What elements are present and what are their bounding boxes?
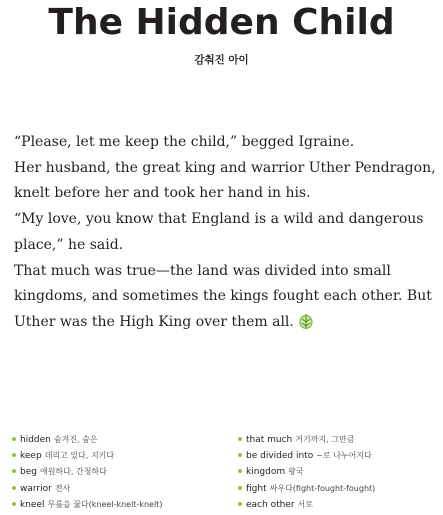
vocab-meaning: ~로 나누어지다 [316,451,372,461]
story-line: “Please, let me keep the child,” begged Igraine. [14,134,355,150]
vocab-item [238,432,375,448]
story-line: Uther was the High King over them all. [14,313,294,330]
vocab-meaning: 숨겨진, 숨은 [53,435,98,444]
bullet-icon [238,486,242,490]
vocab-word: be divided into [246,451,314,462]
vocab-meaning: 싸우다(fight-fought-fought) [269,483,376,493]
vocab-meaning: 무릎을 꿇다(kneel-knelt-knelt) [47,499,163,509]
story-text [14,130,434,339]
page-subtitle: 감춰진 아이 [194,54,249,66]
story-line: “My love, you know that England is a wild and dangerous [14,211,424,228]
story-line: That much was true—the land was divided into small [14,262,391,279]
vocabulary-list-right [238,432,375,513]
story-line: Her husband, the great king and warrior Uther Pendragon, [14,159,436,176]
vocab-word: keep [20,451,42,462]
vocab-meaning: 왕국 [288,467,304,477]
leaf-ornament-icon [298,313,314,339]
vocab-word: hidden [20,435,51,445]
page-title: The Hidden Child [48,2,395,43]
bullet-icon [12,486,16,490]
vocab-item [12,448,162,464]
vocab-item [238,464,375,480]
story-line-last [14,310,434,339]
vocab-meaning: 거기까지, 그만큼 [295,435,355,444]
vocab-meaning: 애원하다, 간청하다 [39,467,107,477]
story-line: kingdoms, and sometimes the kings fought each other. But [14,288,432,305]
vocab-item [12,432,162,448]
bullet-icon [12,469,16,473]
vocab-word: beg [20,467,37,478]
vocab-word: warrior [20,483,52,494]
vocab-item [12,464,162,480]
bullet-icon [12,437,16,441]
vocab-word: each other [246,499,295,510]
vocab-meaning: 데리고 있다, 지키다 [44,451,115,461]
vocab-item [12,481,162,497]
vocab-meaning: 서로 [297,499,314,509]
bullet-icon [238,453,242,457]
vocab-item [238,448,375,464]
vocab-word: kneel [20,499,45,510]
bullet-icon [12,453,16,457]
story-line: place,” he said. [14,236,124,253]
vocab-word: fight [246,483,267,494]
vocab-word: kingdom [246,467,286,478]
vocab-item [238,481,375,497]
bullet-icon [238,437,242,441]
vocab-item [12,497,162,513]
bullet-icon [238,502,242,506]
story-line: knelt before her and took her hand in his. [14,185,311,202]
bullet-icon [238,469,242,473]
vocab-item [238,497,375,513]
vocabulary-list-left [12,432,162,513]
vocab-meaning: 전사 [54,483,71,493]
bullet-icon [12,502,16,506]
vocab-word: that much [246,435,293,445]
